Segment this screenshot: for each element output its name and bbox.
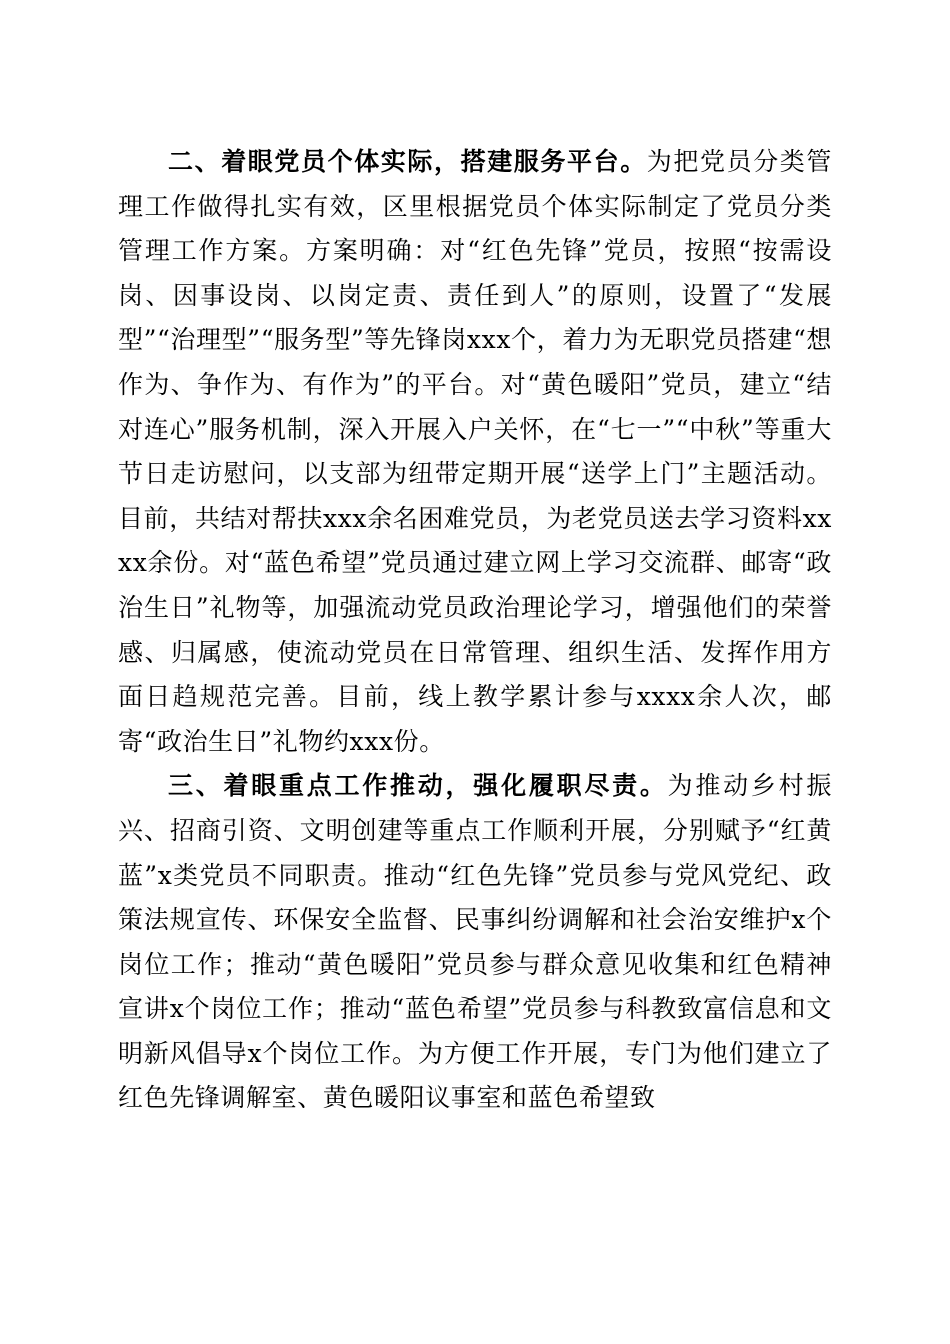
paragraph-heading: 三、着眼重点工作推动，强化履职尽责。	[168, 771, 668, 801]
paragraph-duty-performance	[118, 764, 832, 1121]
paragraph-service-platform	[118, 140, 832, 764]
paragraph-heading: 二、着眼党员个体实际，搭建服务平台。	[168, 147, 647, 176]
document-page	[118, 140, 832, 1121]
paragraph-body: 为推动乡村振兴、招商引资、文明创建等重点工作顺利开展，分别赋予“红黄蓝”x类党员不同职责。推动“红色先锋”党员参与党风党纪、政策法规宣传、环保安全监督、民事纠纷调解和社会治安维护x个岗位工作；推动“黄色暖阳”党员参与群众意见收集和红色精神宣讲x个岗位工作；推动“蓝色希望”党员参与科教致富信息和文明新风倡导x个岗位工作。为方便工作开展，专门为他们建立了红色先锋调解室、黄色暖阳议事室和蓝色希望致	[118, 771, 832, 1113]
paragraph-body: 为把党员分类管理工作做得扎实有效，区里根据党员个体实际制定了党员分类管理工作方案。方案明确：对“红色先锋”党员，按照“按需设岗、因事设岗、以岗定责、责任到人”的原则，设置了“发展型”“治理型”“服务型”等先锋岗xxx个，着力为无职党员搭建“想作为、争作为、有作为”的平台。对“黄色暖阳”党员，建立“结对连心”服务机制，深入开展入户关怀，在“七一”“中秋”等重大节日走访慰问，以支部为纽带定期开展“送学上门”主题活动。目前，共结对帮扶xxx余名困难党员，为老党员送去学习资料xxxx余份。对“蓝色希望”党员通过建立网上学习交流群、邮寄“政治生日”礼物等，加强流动党员政治理论学习，增强他们的荣誉感、归属感，使流动党员在日常管理、组织生活、发挥作用方面日趋规范完善。目前，线上教学累计参与xxxx余人次，邮寄“政治生日”礼物约xxx份。	[118, 147, 832, 756]
